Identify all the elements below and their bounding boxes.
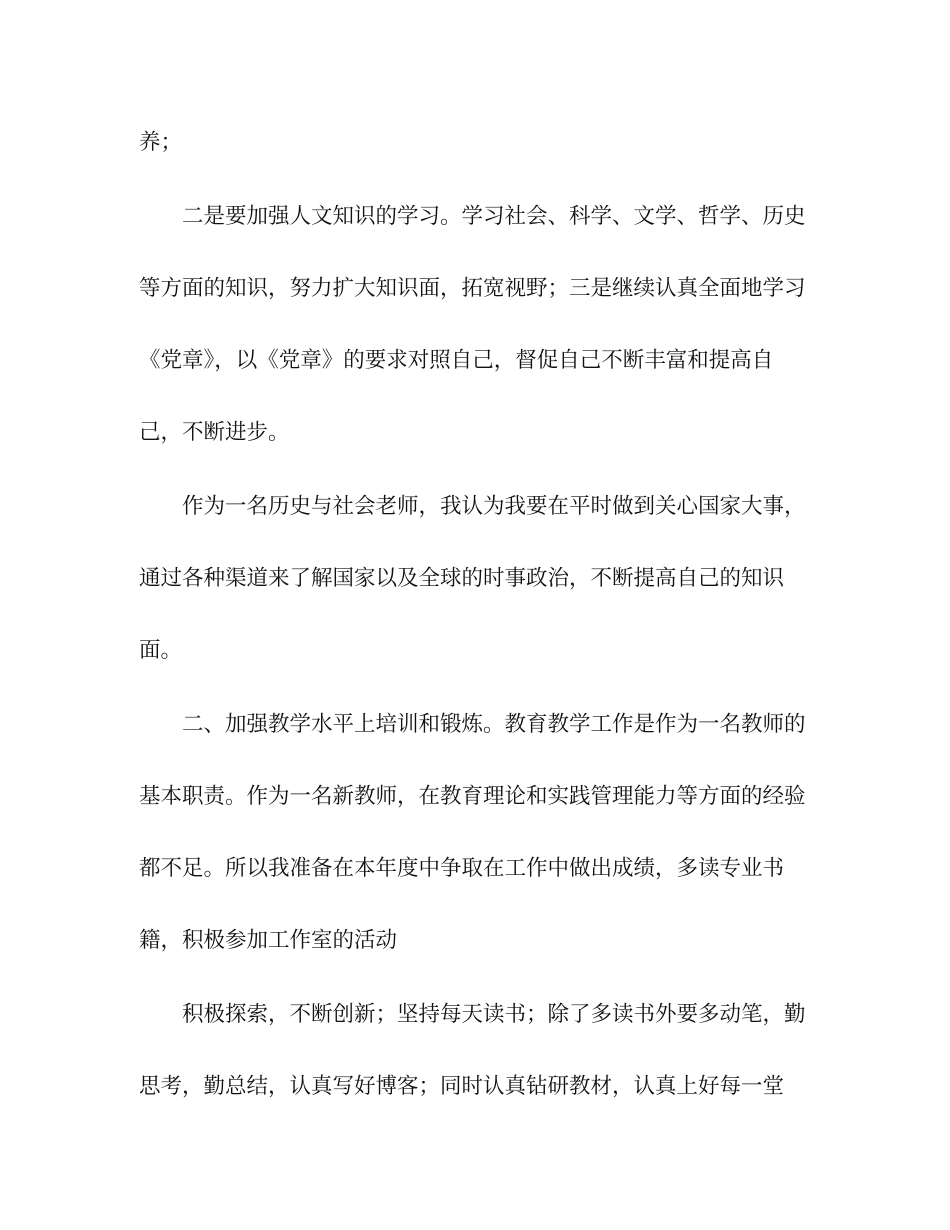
text-line: 等方面的知识，努力扩大知识面，拓宽视野；三是继续认真全面地学习 bbox=[139, 276, 806, 301]
text-line: 养； bbox=[139, 130, 183, 155]
paragraph-first-line: 作为一名历史与社会老师，我认为我要在平时做到关心国家大事， bbox=[182, 494, 806, 519]
text-line: 都不足。所以我准备在本年度中争取在工作中做出成绩，多读专业书 bbox=[139, 856, 785, 881]
text-line: 通过各种渠道来了解国家以及全球的时事政治，不断提高自己的知识 bbox=[139, 566, 785, 591]
text-line: 基本职责。作为一名新教师，在教育理论和实践管理能力等方面的经验 bbox=[139, 784, 806, 809]
text-line: 面。 bbox=[139, 638, 183, 663]
text-line: 思考，勤总结，认真写好博客；同时认真钻研教材，认真上好每一堂 bbox=[139, 1074, 785, 1099]
paragraph-first-line: 二、加强教学水平上培训和锻炼。教育教学工作是作为一名教师的 bbox=[182, 712, 806, 737]
paragraph-first-line: 积极探索，不断创新；坚持每天读书；除了多读书外要多动笔，勤 bbox=[182, 1002, 806, 1027]
text-line: 籍，积极参加工作室的活动 bbox=[139, 928, 398, 953]
text-line: 己，不断进步。 bbox=[139, 420, 290, 445]
text-line: 《党章》，以《党章》的要求对照自己，督促自己不断丰富和提高自 bbox=[139, 348, 774, 373]
paragraph-first-line: 二是要加强人文知识的学习。学习社会、科学、文学、哲学、历史 bbox=[182, 204, 806, 229]
